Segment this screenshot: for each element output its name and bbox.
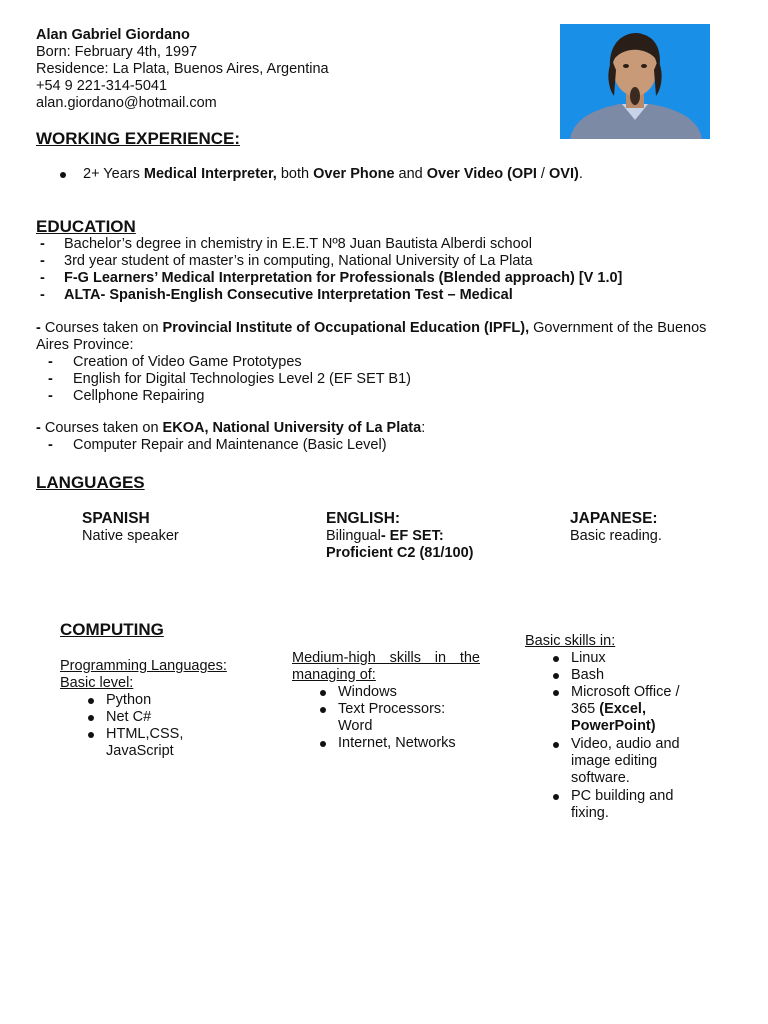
bullet-dot-icon: [88, 715, 94, 721]
ekoa-courses: [36, 420, 716, 454]
list-item: [549, 667, 687, 684]
profile-photo: [560, 24, 710, 139]
list-item-text: Linux: [571, 650, 606, 666]
list-item-text: Microsoft Office / 365: [571, 684, 680, 717]
bullet-dot-icon: [320, 707, 326, 713]
language-level-score: - EF SET: Proficient C2 (81/100): [326, 528, 474, 561]
language-japanese: [570, 510, 740, 545]
list-item-text: Text Processors: Word: [338, 701, 446, 734]
course-intro-text: Courses taken on: [44, 420, 163, 436]
ipfl-courses-intro: [36, 320, 716, 354]
languages-heading: LANGUAGES: [36, 473, 145, 492]
working-experience-heading: WORKING EXPERIENCE:: [36, 129, 241, 148]
column-heading: Basic skills in:: [525, 633, 616, 649]
birth-date: Born: February 4th, 1997: [36, 44, 198, 60]
experience-text: 2+ Years: [83, 166, 144, 182]
column-subheading: Basic level:: [60, 675, 134, 691]
language-name: SPANISH: [82, 510, 150, 527]
list-item-text: Bash: [571, 667, 605, 683]
education-item: [36, 270, 736, 287]
list-item-text: Windows: [338, 684, 397, 700]
language-name: JAPANESE:: [570, 510, 658, 527]
bullet-dot-icon: [320, 741, 326, 747]
computing-column-medium-skills: [292, 650, 480, 752]
education-item-text: 3rd year student of master’s in computing, National University of La Plata: [64, 253, 533, 269]
language-level: Basic reading.: [570, 528, 662, 544]
list-item: [84, 692, 250, 709]
dash-marker: -: [40, 270, 45, 286]
course-item-text: Cellphone Repairing: [73, 388, 205, 404]
education-item-text: F-G Learners’ Medical Interpretation for Professionals (Blended approach) [V 1.0]: [64, 270, 623, 286]
list-item-text: Net C#: [106, 709, 152, 725]
dash-marker: -: [40, 253, 45, 269]
list-item: [549, 736, 687, 787]
computing-column-programming: [60, 658, 250, 760]
email-address: alan.giordano@hotmail.com: [36, 95, 217, 111]
bullet-dot-icon: [320, 690, 326, 696]
dash-marker: -: [48, 354, 53, 370]
education-item: [36, 253, 736, 270]
computing-heading: COMPUTING: [60, 620, 164, 639]
column-heading: Programming Languages:: [60, 658, 227, 674]
dash-marker: -: [40, 287, 45, 303]
list-item-text: Internet, Networks: [338, 735, 456, 751]
list-item: [316, 684, 480, 701]
list-item-text: Python: [106, 692, 152, 708]
bullet-dot-icon: [553, 742, 559, 748]
list-item: [84, 726, 206, 760]
course-intro-text: Courses taken on: [44, 320, 163, 336]
course-item-text: English for Digital Technologies Level 2 (EF SET B1): [73, 371, 411, 387]
experience-text: /: [536, 166, 549, 182]
course-item-text: Computer Repair and Maintenance (Basic Level): [73, 437, 387, 453]
list-item: [316, 701, 480, 735]
dash-marker: -: [48, 388, 53, 404]
language-name: ENGLISH:: [326, 510, 401, 527]
list-item-text: PC building and fixing.: [571, 788, 674, 821]
course-item: [36, 388, 716, 405]
course-item: [36, 354, 716, 371]
education-item: [36, 287, 736, 304]
portrait-icon: [560, 24, 710, 139]
list-item: [549, 788, 687, 822]
computing-column-basic-skills: [525, 633, 705, 822]
institution-name: Provincial Institute of Occupational Education (IPFL),: [162, 320, 530, 336]
experience-mode-phone: Over Phone: [313, 166, 395, 182]
course-intro-text: :: [421, 420, 426, 436]
bullet-dot-icon: [88, 732, 94, 738]
ekoa-courses-intro: [36, 420, 716, 437]
education-item-text: Bachelor’s degree in chemistry in E.E.T Nº8 Juan Bautista Alberdi school: [64, 236, 532, 252]
education-item-text: ALTA- Spanish-English Consecutive Interpretation Test – Medical: [64, 287, 513, 303]
language-level: [326, 528, 476, 562]
basic-skills-list: [549, 650, 687, 822]
phone-number: +54 9 221-314-5041: [36, 78, 168, 94]
dash-marker: -: [36, 320, 45, 336]
institution-name: EKOA, National University of La Plata: [162, 420, 422, 436]
column-heading: Medium-high skills in the managing of:: [292, 650, 480, 683]
language-english: [326, 510, 476, 562]
experience-text: .: [578, 166, 583, 182]
language-spanish: [82, 510, 282, 545]
language-level-text: Bilingual: [326, 528, 381, 544]
experience-text: and: [394, 166, 427, 182]
course-item: [36, 437, 716, 454]
dash-marker: -: [48, 371, 53, 387]
list-item: [549, 650, 687, 667]
course-item-text: Creation of Video Game Prototypes: [73, 354, 302, 370]
list-item: [316, 735, 480, 752]
experience-mode-video: Over Video (OPI: [426, 166, 537, 182]
list-item: [84, 709, 250, 726]
bullet-dot-icon: [553, 690, 559, 696]
list-item-emphasis: (Excel, PowerPoint): [571, 701, 656, 734]
bullet-dot-icon: [553, 794, 559, 800]
residence: Residence: La Plata, Buenos Aires, Argentina: [36, 61, 329, 77]
medium-skills-list: [316, 684, 480, 752]
bullet-dot-icon: [553, 673, 559, 679]
contact-block: [36, 27, 516, 112]
person-name: Alan Gabriel Giordano: [36, 27, 190, 43]
programming-list: [84, 692, 250, 760]
list-item-text: HTML,CSS, JavaScript: [106, 726, 184, 759]
list-item: [549, 684, 687, 735]
dash-marker: -: [40, 236, 45, 252]
dash-marker: -: [36, 420, 45, 436]
language-level: Native speaker: [82, 528, 179, 544]
education-item: [36, 236, 736, 253]
education-heading: EDUCATION: [36, 217, 136, 236]
list-item-text: Video, audio and image editing software.: [571, 736, 680, 786]
education-list: [36, 236, 736, 304]
course-item: [36, 371, 716, 388]
bullet-dot-icon: [60, 172, 66, 178]
bullet-dot-icon: [88, 698, 94, 704]
experience-text: both: [276, 166, 314, 182]
ipfl-courses: [36, 320, 716, 405]
experience-role: Medical Interpreter,: [143, 166, 277, 182]
course-intro-text: Government of the Buenos Aires Province:: [36, 320, 707, 353]
bullet-dot-icon: [553, 656, 559, 662]
dash-marker: -: [48, 437, 53, 453]
experience-mode-ovi: OVI): [549, 166, 579, 182]
